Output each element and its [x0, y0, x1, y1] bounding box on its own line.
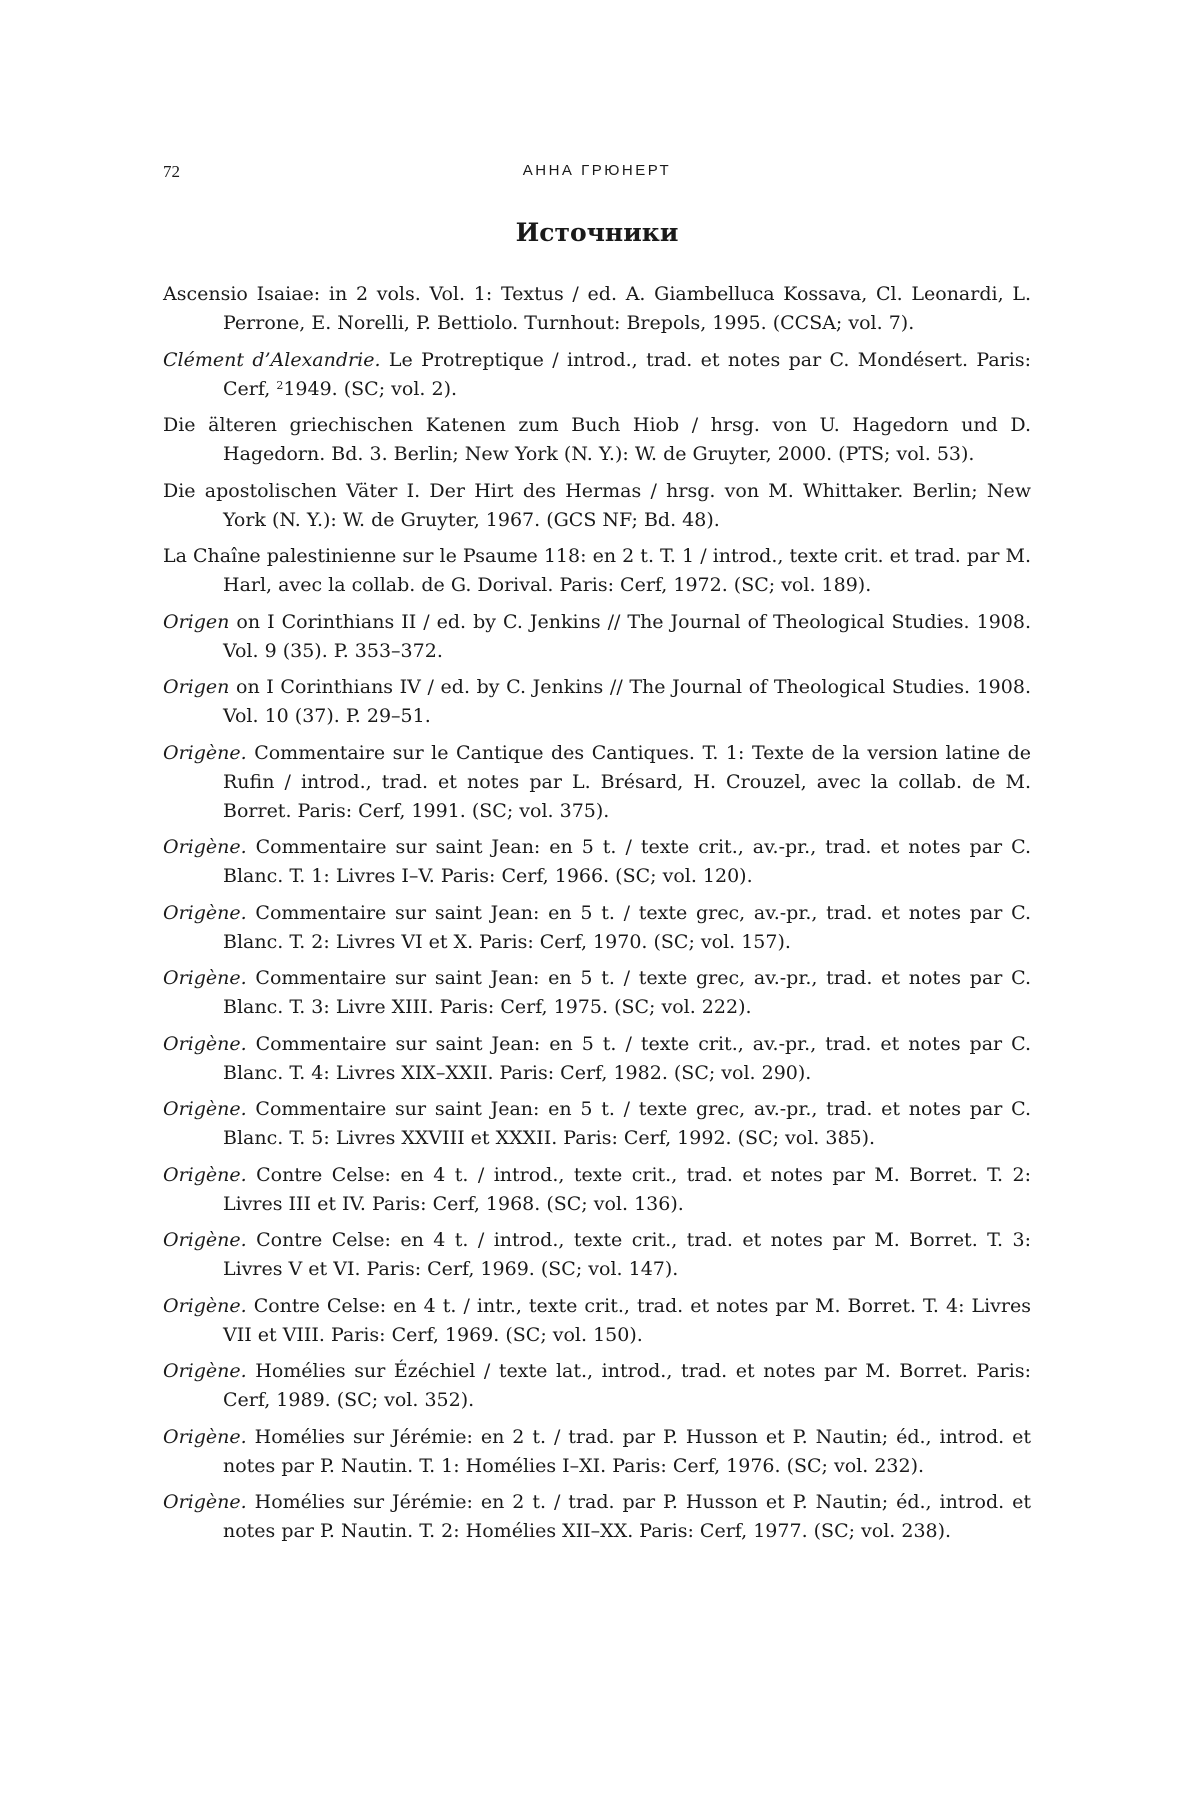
entry-text: Commentaire sur saint Jean: en 5 t. / texte grec, av.-pr., trad. et notes par C. Blanc. T. 5: Livres XXVIII et XXXII. Paris: Cerf, 1992. (SC; vol. 385). — [223, 1098, 1031, 1149]
entry-text: Homélies sur Jérémie: en 2 t. / trad. par P. Husson et P. Nautin; éd., introd. et notes par P. Nautin. T. 1: Homélies I–XI. Paris: Cerf, 1976. (SC; vol. 232). — [223, 1425, 1031, 1477]
entry-text: Contre Celse: en 4 t. / introd., texte crit., trad. et notes par M. Borret. T. 2: Livres III et IV. Paris: Cerf, 1968. (SC; vol. 136). — [223, 1163, 1031, 1215]
entry-author: Clément d’Alexandrie. — [163, 348, 381, 371]
bibliography-list — [163, 280, 1031, 1554]
bibliography-entry — [163, 739, 1031, 826]
entry-author: Origen — [163, 610, 230, 633]
bibliography-entry — [163, 280, 1031, 338]
page-number: 72 — [163, 162, 180, 181]
bibliography-entry — [163, 477, 1031, 535]
entry-text: on I Corinthians II / ed. by C. Jenkins // The Journal of Theological Studies. 1908. Vol. 9 (35). P. 353–372. — [223, 610, 1031, 662]
entry-text: Commentaire sur le Cantique des Cantiques. T. 1: Texte de la version latine de Rufin / introd., trad. et notes par L. Brésard, H. Crouzel, avec la collab. de M. Borret. Paris: Cerf, 1991. (SC; vol. 375). — [223, 741, 1031, 822]
entry-author: Origène. — [163, 741, 247, 764]
entry-author: Origène. — [163, 836, 247, 858]
section-title: Источники — [515, 218, 679, 247]
entry-text: Homélies sur Jérémie: en 2 t. / trad. par P. Husson et P. Nautin; éd., introd. et notes par P. Nautin. T. 2: Homélies XII–XX. Paris: Cerf, 1977. (SC; vol. 238). — [223, 1491, 1031, 1542]
bibliography-entry — [163, 411, 1031, 469]
entry-author: Origène. — [163, 901, 247, 924]
entry-author: Origène. — [163, 1229, 247, 1251]
bibliography-entry — [163, 1357, 1031, 1415]
entry-author: Origène. — [163, 1294, 247, 1317]
entry-text: Le Protreptique / introd., trad. et notes par C. Mondésert. Paris: Cerf, — [223, 348, 1031, 400]
entry-text: Die älteren griechischen Katenen zum Buch Hiob / hrsg. von U. Hagedorn und D. Hagedorn. Bd. 3. Berlin; New York (N. Y.): W. de Gruyter, 2000. (PTS; vol. 53). — [163, 414, 1031, 465]
running-title: АННА ГРЮНЕРТ — [522, 162, 672, 179]
entry-text: Homélies sur Ézéchiel / texte lat., introd., trad. et notes par M. Borret. Paris: Cerf, 1989. (SC; vol. 352). — [223, 1360, 1031, 1411]
entry-text: La Chaîne palestinienne sur le Psaume 118: en 2 t. T. 1 / introd., texte crit. et trad. par M. Harl, avec la collab. de G. Dorival. Paris: Cerf, 1972. (SC; vol. 189). — [163, 545, 1031, 596]
bibliography-entry — [163, 673, 1031, 731]
entry-text: Commentaire sur saint Jean: en 5 t. / texte grec, av.-pr., trad. et notes par C. Blanc. T. 2: Livres VI et X. Paris: Cerf, 1970. (SC; vol. 157). — [223, 901, 1031, 953]
entry-author: Origène. — [163, 1360, 247, 1382]
entry-author: Origène. — [163, 967, 247, 989]
bibliography-entry — [163, 1161, 1031, 1219]
entry-author: Origène. — [163, 1491, 247, 1513]
entry-text: Contre Celse: en 4 t. / intr., texte crit., trad. et notes par M. Borret. T. 4: Livres VII et VIII. Paris: Cerf, 1969. (SC; vol. 150). — [223, 1294, 1031, 1346]
bibliography-entry — [163, 964, 1031, 1022]
entry-text: on I Corinthians IV / ed. by C. Jenkins // The Journal of Theological Studies. 1908. Vol. 10 (37). P. 29–51. — [223, 676, 1031, 727]
entry-text: Contre Celse: en 4 t. / introd., texte crit., trad. et notes par M. Borret. T. 3: Livres V et VI. Paris: Cerf, 1969. (SC; vol. 147). — [223, 1229, 1031, 1280]
entry-author: Origène. — [163, 1163, 247, 1186]
bibliography-entry — [163, 899, 1031, 957]
bibliography-entry — [163, 542, 1031, 600]
entry-text: Commentaire sur saint Jean: en 5 t. / texte grec, av.-pr., trad. et notes par C. Blanc. T. 3: Livre XIII. Paris: Cerf, 1975. (SC; vol. 222). — [223, 967, 1031, 1018]
entry-author: Origen — [163, 676, 230, 698]
bibliography-entry — [163, 1423, 1031, 1481]
edition-superscript: 2 — [276, 378, 284, 392]
entry-text: Ascensio Isaiae: in 2 vols. Vol. 1: Textus / ed. A. Giambelluca Kossava, Cl. Leonardi, L. Perrone, E. Norelli, P. Bettiolo. Turnhout: Brepols, 1995. (CCSA; vol. 7). — [163, 283, 1031, 334]
entry-text: Commentaire sur saint Jean: en 5 t. / texte crit., av.-pr., trad. et notes par C. Blanc. T. 4: Livres XIX–XXII. Paris: Cerf, 1982. (SC; vol. 290). — [223, 1032, 1031, 1084]
entry-author: Origène. — [163, 1032, 247, 1055]
bibliography-entry — [163, 608, 1031, 666]
bibliography-entry — [163, 346, 1031, 404]
entry-text: Commentaire sur saint Jean: en 5 t. / texte crit., av.-pr., trad. et notes par C. Blanc. T. 1: Livres I–V. Paris: Cerf, 1966. (SC; vol. 120). — [223, 836, 1031, 887]
entry-author: Origène. — [163, 1098, 247, 1120]
bibliography-entry — [163, 1488, 1031, 1546]
entry-author: Origène. — [163, 1425, 247, 1448]
bibliography-entry — [163, 1226, 1031, 1284]
running-header — [163, 162, 1031, 186]
bibliography-entry — [163, 833, 1031, 891]
bibliography-entry — [163, 1030, 1031, 1088]
bibliography-entry — [163, 1292, 1031, 1350]
bibliography-entry — [163, 1095, 1031, 1153]
entry-text: Die apostolischen Väter I. Der Hirt des Hermas / hrsg. von M. Whittaker. Berlin; New York (N. Y.): W. de Gruyter, 1967. (GCS NF; Bd. 48). — [163, 479, 1031, 531]
entry-text-continued: 1949. (SC; vol. 2). — [283, 377, 458, 400]
